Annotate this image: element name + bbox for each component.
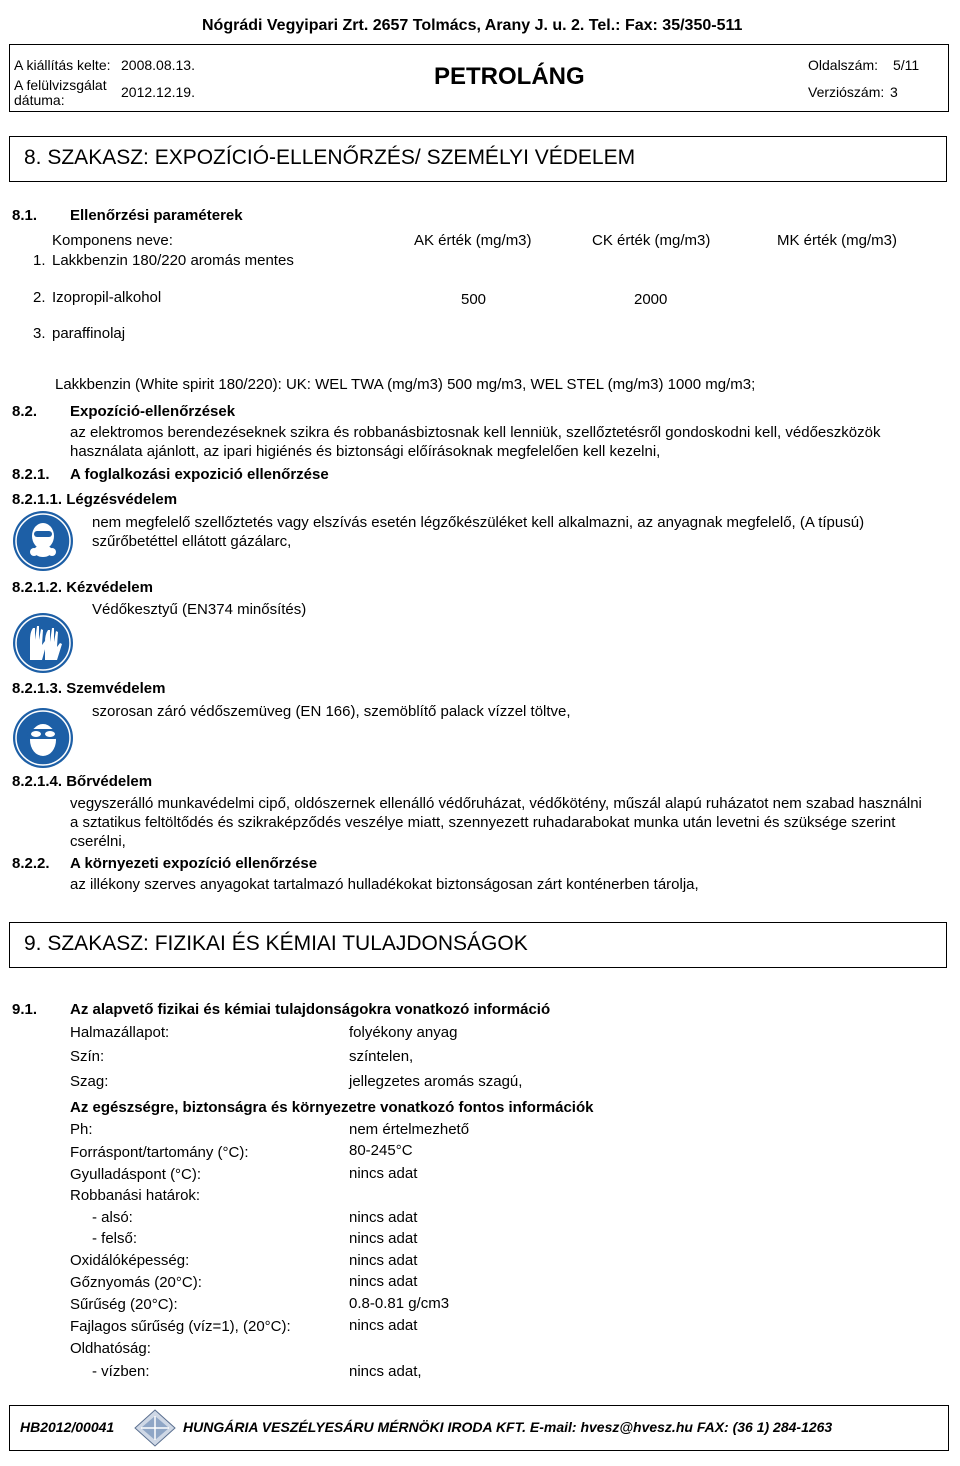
component-2-name: Izopropil-alkohol [52,289,162,306]
s82-number: 8.2. [12,403,38,420]
prop-label: Oldhatóság: [70,1340,151,1357]
review-label-1: A felülvizsgálat [14,77,107,93]
component-3-name: paraffinolaj [52,325,126,342]
version-value: 3 [890,84,898,100]
component-2-number: 2. [33,289,46,306]
s822-number: 8.2.2. [12,855,50,872]
prop-label: Fajlagos sűrűség (víz=1), (20°C): [70,1318,291,1335]
s8214-text: vegyszerálló munkavédelmi cipő, oldószernek ellenálló védőruházat, védőkötény, műszál alapú ruházatot nem szabad használni a sztatikus feltöltődés és szikraképződés veszélye miatt, szennyezett ruhadarabokat munka után levetni és szüksége szerint cserélni, [70,795,922,850]
component-2-ak: 500 [461,291,487,308]
prop-label: Sűrűség (20°C): [70,1296,178,1313]
prop-label: Gyulladáspont (°C): [70,1166,202,1183]
prop-value: nincs adat [349,1230,418,1247]
prop-label: Ph: [70,1121,93,1138]
review-date: 2012.12.19. [121,84,195,100]
s8211-text: nem megfelelő szellőztetés vagy elszívás esetén légzőkészüléket kell alkalmazni, az anyagnak megfelelő, (A típusú) szűrőbetéttel ellátott gázálarc, [92,514,865,550]
s822-text: az illékony szerves anyagokat tartalmazó hulladékokat biztonságosan zárt konténerben tárolja, [70,876,699,893]
prop-value: nincs adat [349,1209,418,1226]
goggles-icon [12,707,74,769]
prop-label: Gőznyomás (20°C): [70,1274,202,1291]
section9-title: 9. SZAKASZ: FIZIKAI ÉS KÉMIAI TULAJDONSÁGOK [24,932,528,955]
prop-value: nincs adat [349,1273,418,1290]
prop-value: színtelen, [349,1048,414,1065]
footer-text: HUNGÁRIA VESZÉLYESÁRU MÉRNÖKI IRODA KFT. E-mail: hvesz@hvesz.hu FAX: (36 1) 284-1263 [183,1419,833,1435]
s91-title: Az alapvető fizikai és kémiai tulajdonságokra vonatkozó információ [70,1001,551,1018]
s8213-text: szorosan záró védőszemüveg (EN 166), szemöblítő palack vízzel töltve, [92,703,571,720]
s821-number: 8.2.1. [12,466,50,483]
section8-title: 8. SZAKASZ: EXPOZÍCIÓ-ELLENŐRZÉS/ SZEMÉLYI VÉDELEM [24,146,636,169]
table-header-component: Komponens neve: [52,232,173,249]
prop-label: - alsó: [92,1209,133,1226]
issue-label: A kiállítás kelte: [14,57,111,73]
prop-value: nincs adat, [349,1363,422,1380]
s91-number: 9.1. [12,1001,38,1018]
s8212-text: Védőkesztyű (EN374 minősítés) [92,601,307,618]
s8213-title: 8.2.1.3. Szemvédelem [12,680,166,697]
issue-date: 2008.08.13. [121,57,195,73]
s81-number: 8.1. [12,207,38,224]
prop-label: Szag: [70,1073,109,1090]
prop-label: Forráspont/tartomány (°C): [70,1144,249,1161]
s8214-title: 8.2.1.4. Bőrvédelem [12,773,153,790]
prop-value: nincs adat [349,1317,418,1334]
s821-title: A foglalkozási expozició ellenőrzése [70,466,329,483]
prop-value: nem értelmezhető [349,1121,470,1138]
table-header-mk: MK érték (mg/m3) [777,232,898,249]
review-label-2: dátuma: [14,92,65,108]
product-name: PETROLÁNG [434,63,585,90]
prop-value: folyékony anyag [349,1024,458,1041]
version-label: Verziószám: [808,84,885,100]
table-header-ak: AK érték (mg/m3) [414,232,532,249]
prop-value: nincs adat [349,1252,418,1269]
prop-value: nincs adat [349,1165,418,1182]
component-1-number: 1. [33,252,46,269]
page-value: 5/11 [893,57,920,73]
company-logo-icon [134,1409,176,1447]
health-title: Az egészségre, biztonságra és környezetre vonatkozó fontos információk [70,1099,594,1116]
company-header: Nógrádi Vegyipari Zrt. 2657 Tolmács, Arany J. u. 2. Tel.: Fax: 35/350-511 [202,17,743,34]
prop-label: Oxidálóképesség: [70,1252,190,1269]
table-header-ck: CK érték (mg/m3) [592,232,711,249]
prop-label: - felső: [92,1230,138,1247]
component-1-name: Lakkbenzin 180/220 aromás mentes [52,252,294,269]
s822-title: A környezeti expozíció ellenőrzése [70,855,318,872]
wel-note: Lakkbenzin (White spirit 180/220): UK: WEL TWA (mg/m3) 500 mg/m3, WEL STEL (mg/m3) 1000 mg/m3; [55,376,756,393]
s8211-title: 8.2.1.1. Légzésvédelem [12,491,178,508]
s82-text: az elektromos berendezéseknek szikra és robbanásbiztosnak kell lenniük, szellőztetésről gondoskodni kell, védőeszközök használata ajánlott, az ipari higiénés és biztonsági előírásoknak megfelelően kell kezelni, [70,424,881,460]
prop-value: 80-245°C [349,1142,413,1159]
prop-label: - vízben: [92,1363,150,1380]
prop-value: jellegzetes aromás szagú, [349,1073,523,1090]
prop-label: Halmazállapot: [70,1024,170,1041]
prop-value: 0.8-0.81 g/cm3 [349,1295,450,1312]
component-3-number: 3. [33,325,46,342]
prop-label: Szín: [70,1048,105,1065]
prop-label: Robbanási határok: [70,1187,201,1204]
gloves-icon [12,612,74,674]
s82-title: Expozíció-ellenőrzések [70,403,236,420]
component-2-ck: 2000 [634,291,668,308]
page-label: Oldalszám: [808,57,879,73]
footer-code: HB2012/00041 [20,1419,115,1435]
s8212-title: 8.2.1.2. Kézvédelem [12,579,153,596]
respirator-icon [12,510,74,572]
s81-title: Ellenőrzési paraméterek [70,207,243,224]
